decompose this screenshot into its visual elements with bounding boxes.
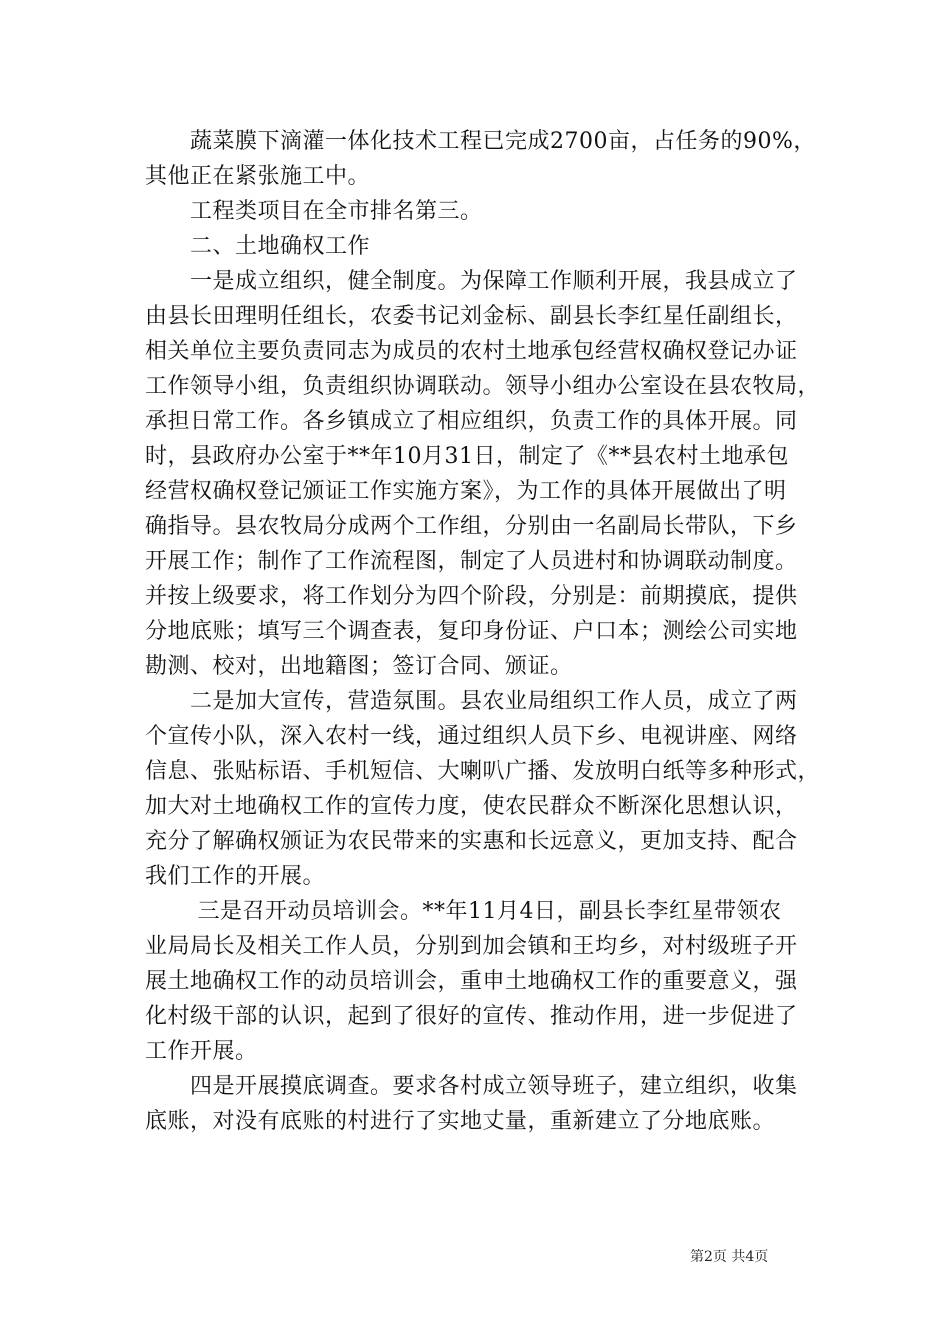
text-line: 并按上级要求，将工作划分为四个阶段，分别是：前期摸底，提供 — [145, 584, 798, 609]
page-number: 第2页 共4页 — [690, 1249, 769, 1265]
text-line: 工程类项目在全市排名第三。 — [145, 199, 483, 224]
text-line: 勘测、校对，出地籍图；签订合同、颁证。 — [145, 654, 573, 679]
section-heading: 二、土地确权工作 — [145, 234, 371, 259]
text-line: 三是召开动员培训会。**年11月4日，副县长李红星带领农 — [145, 899, 782, 924]
text-line: 相关单位主要负责同志为成员的农村土地承包经营权确权登记办证 — [145, 339, 798, 364]
text-line: 由县长田理明任组长，农委书记刘金标、副县长李红星任副组长， — [145, 304, 798, 329]
text-line: 开展工作；制作了工作流程图，制定了人员进村和协调联动制度。 — [145, 549, 798, 574]
text-line: 工作领导小组，负责组织协调联动。领导小组办公室设在县农牧局， — [145, 374, 821, 399]
text-line: 确指导。县农牧局分成两个工作组，分别由一名副局长带队，下乡 — [145, 514, 798, 539]
text-line: 加大对土地确权工作的宣传力度，使农民群众不断深化思想认识， — [145, 794, 798, 819]
text-line: 一是成立组织，健全制度。为保障工作顺利开展，我县成立了 — [145, 269, 798, 294]
text-line: 业局局长及相关工作人员，分别到加会镇和王均乡，对村级班子开 — [145, 934, 798, 959]
text-line: 工作开展。 — [145, 1039, 258, 1064]
text-line: 经营权确权登记颁证工作实施方案》，为工作的具体开展做出了明 — [145, 479, 787, 504]
text-line: 分地底账；填写三个调查表，复印身份证、户口本；测绘公司实地 — [145, 619, 798, 644]
text-line: 其他正在紧张施工中。 — [145, 164, 371, 189]
text-line: 蔬菜膜下滴灌一体化技术工程已完成2700亩，占任务的90%， — [145, 129, 816, 154]
text-line: 二是加大宣传，营造氛围。县农业局组织工作人员，成立了两 — [145, 689, 798, 714]
text-line: 信息、张贴标语、手机短信、大喇叭广播、发放明白纸等多种形式， — [145, 759, 821, 784]
text-line: 充分了解确权颁证为农民带来的实惠和长远意义，更加支持、配合 — [145, 829, 798, 854]
text-line: 四是开展摸底调查。要求各村成立领导班子，建立组织，收集 — [145, 1074, 798, 1099]
text-line: 个宣传小队，深入农村一线，通过组织人员下乡、电视讲座、网络 — [145, 724, 798, 749]
text-line: 展土地确权工作的动员培训会，重申土地确权工作的重要意义，强 — [145, 969, 798, 994]
text-line: 底账，对没有底账的村进行了实地丈量，重新建立了分地底账。 — [145, 1109, 776, 1134]
text-line: 我们工作的开展。 — [145, 864, 326, 889]
text-line: 时，县政府办公室于**年10月31日，制定了《**县农村土地承包 — [145, 444, 789, 469]
text-line: 承担日常工作。各乡镇成立了相应组织，负责工作的具体开展。同 — [145, 409, 798, 434]
text-line: 化村级干部的认识，起到了很好的宣传、推动作用，进一步促进了 — [145, 1004, 798, 1029]
